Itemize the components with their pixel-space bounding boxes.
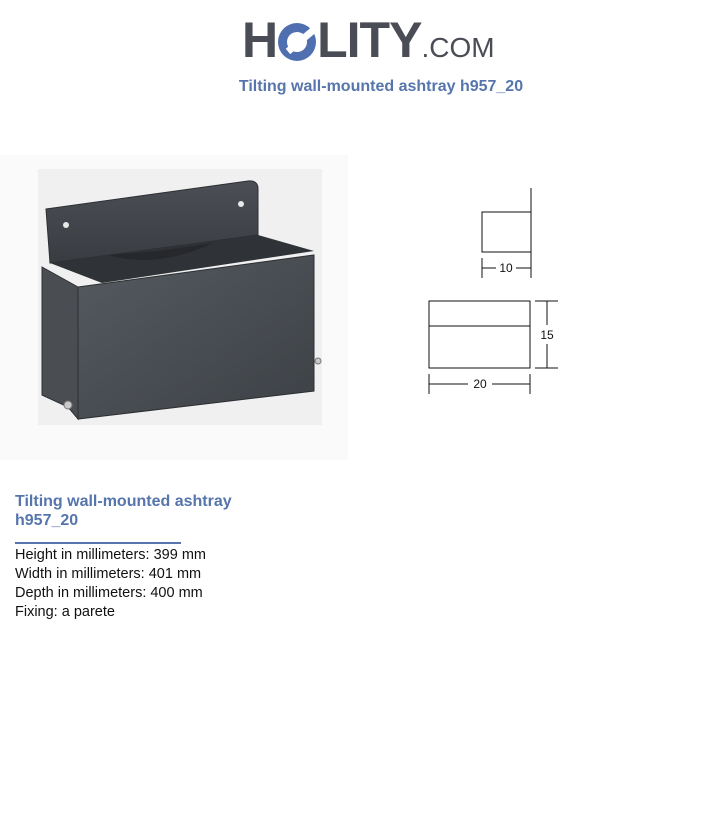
product-title (15, 492, 275, 530)
site-logo[interactable] (242, 10, 495, 70)
spec-depth: Depth in millimeters: 400 mm (15, 585, 203, 601)
spec-fixing: Fixing: a parete (15, 604, 115, 620)
page-title: Tilting wall-mounted ashtray h957_20 (238, 78, 524, 95)
top-view-rect (482, 212, 531, 252)
dim-front-height-label: 15 (540, 328, 554, 342)
logo-letter-h: H (242, 12, 278, 68)
spec-height: Height in millimeters: 399 mm (15, 547, 206, 563)
dim-top-width-label: 10 (499, 261, 513, 275)
product-photo-background (38, 169, 322, 425)
logo-letters: LITY (317, 12, 422, 68)
spec-list (15, 546, 206, 622)
logo-dotcom: .COM (421, 32, 495, 63)
dimension-drawing (420, 180, 580, 400)
product-title-line2: h957_20 (15, 512, 79, 529)
spec-width: Width in millimeters: 401 mm (15, 566, 202, 582)
product-title-line1: Tilting wall-mounted ashtray (15, 493, 232, 510)
title-divider (15, 542, 181, 544)
front-view-rect (429, 301, 530, 368)
ashtray-illustration (38, 169, 322, 425)
logo-o-icon (278, 23, 316, 61)
product-image (0, 155, 348, 460)
dim-front-width-label: 20 (473, 377, 487, 391)
